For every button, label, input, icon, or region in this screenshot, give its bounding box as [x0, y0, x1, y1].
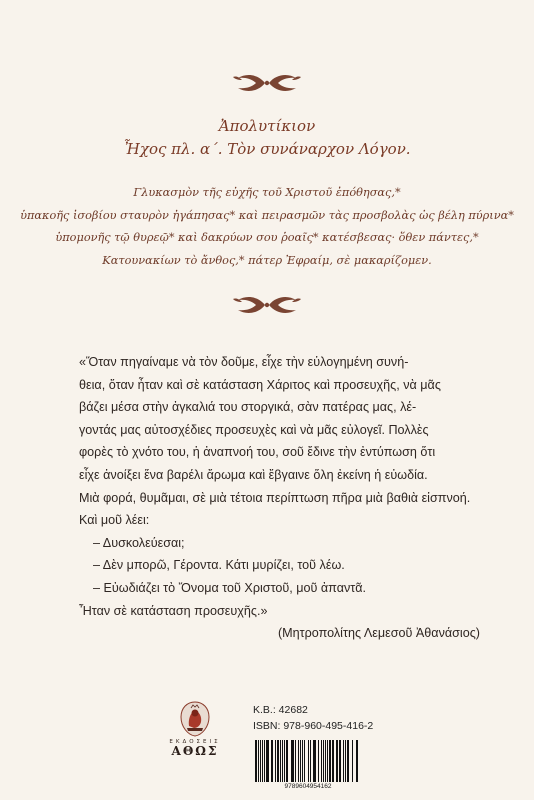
barcode-bar [329, 740, 331, 782]
barcode-bar [275, 740, 276, 782]
hymn-line: Γλυκασμὸν τῆς εὐχῆς τοῦ Χριστοῦ ἐπόθησας,* [133, 186, 401, 199]
hymn-line: Κατουνακίων τὸ ἄνθος,* πάτερ Ἐφραίμ, σὲ μακαρίζομεν. [102, 253, 432, 267]
middle-ornament [0, 292, 534, 318]
barcode-bar [318, 740, 319, 782]
quote-line: «Ὅταν πηγαίναμε νὰ τὸν δοῦμε, εἶχε τὴν εὐλογημένη συνή- [79, 355, 409, 369]
hymn-subtitle: Ἦχος πλ. α΄. Τὸν συνάναρχον Λόγον. [123, 140, 411, 158]
barcode-bar [336, 740, 338, 782]
barcode-bar [352, 740, 353, 782]
top-ornament [0, 70, 534, 96]
barcode-bar [302, 740, 303, 782]
barcode-bar [345, 740, 346, 782]
barcode-bar [347, 740, 349, 782]
hymn-title: Ἀπολυτίκιον [218, 117, 316, 135]
dialogue-line: – Δὲν μπορῶ, Γέροντα. Κάτι μυρίζει, τοῦ λέω. [93, 558, 345, 573]
barcode-bar [286, 740, 288, 782]
barcode-bar [295, 740, 296, 782]
quote-line: θεια, ὅταν ἦταν καὶ σὲ κατάσταση Χάριτος καὶ προσευχῆς, νὰ μᾶς [79, 377, 441, 392]
barcode-bar [280, 740, 281, 782]
barcode-bar [264, 740, 265, 782]
kb-code: Κ.Β.: 42682 [253, 704, 308, 716]
barcode-bar [282, 740, 283, 782]
barcode-bar [343, 740, 344, 782]
isbn-code: ISBN: 978-960-495-416-2 [253, 720, 374, 732]
barcode-bar [356, 740, 358, 782]
hymn-text [0, 182, 534, 272]
barcode-bar [313, 740, 316, 782]
dialogue-line: – Δυσκολεύεσαι; [93, 535, 185, 550]
barcode-icon [253, 740, 363, 782]
barcode-bar [271, 740, 273, 782]
barcode-bar [310, 740, 311, 782]
barcode-bar [258, 740, 259, 782]
quote-closing: Ἦταν σὲ κατάσταση προσευχῆς.» [79, 603, 268, 618]
publisher-label: ΕΚΔΟΣΕΙΣ [169, 739, 221, 745]
quote-line: εἶχε ἀνοίξει ἕνα βαρέλι ἄρωμα καὶ ἔβγαινε ὅλη ἐκείνη ἡ εὐωδία. [79, 467, 428, 482]
quote-line: φορὲς τὸ χνότο του, ἡ ἀναπνοή του, σοῦ ἔδινε τὴν ἐντύπωση ὅτι [79, 445, 436, 460]
floral-divider-icon [232, 292, 302, 318]
quote-attribution: (Μητροπολίτης Λεμεσοῦ Ἀθανάσιος) [277, 626, 480, 641]
quote-line: Μιὰ φορά, θυμᾶμαι, σὲ μιὰ τέτοια περίπτωση πῆρα μιὰ βαθιὰ εἰσπνοή. [79, 490, 471, 505]
barcode-bar [308, 740, 309, 782]
lion-emblem-icon [178, 700, 212, 738]
quote-block [79, 351, 480, 645]
barcode-bar [325, 740, 326, 782]
quote-line: γοντάς μας αὐτοσχέδιες προσευχὲς καὶ νὰ μᾶς εὐλογεῖ. Πολλὲς [79, 422, 429, 437]
barcode-number: 9789604954162 [284, 783, 332, 790]
barcode-bar [332, 740, 334, 782]
quote-line: βάζει μέσα στὴν ἀγκαλιά του στοργικά, σὰν πατέρας μας, λέ- [79, 400, 417, 415]
barcode-bar [304, 740, 305, 782]
barcode-bar [255, 740, 257, 782]
barcode-bar [327, 740, 328, 782]
barcode-bar [323, 740, 324, 782]
barcode-bar [277, 740, 279, 782]
barcode-bar [298, 740, 299, 782]
dialogue-line: – Εὐωδιάζει τὸ Ὄνομα τοῦ Χριστοῦ, μοῦ ἀπαντᾶ. [93, 580, 367, 595]
hymn-line: ὑπομονῆς τῷ θυρεῷ* καὶ δακρύων σου ῥοαῖς* κατέσβεσας· ὅθεν πάντες,* [55, 231, 479, 244]
quote-paragraph [79, 351, 480, 532]
barcode-bar [291, 740, 294, 782]
barcode-bar [262, 740, 263, 782]
book-codes [253, 702, 373, 734]
barcode-bar [260, 740, 261, 782]
barcode-bar [339, 740, 341, 782]
publisher-name: ΑΘΩΣ [171, 744, 219, 758]
barcode-bar [321, 740, 322, 782]
barcode-bar [300, 740, 301, 782]
barcode-bar [284, 740, 285, 782]
barcode-bar [266, 740, 269, 782]
quote-line: Καὶ μοῦ λέει: [79, 513, 150, 528]
barcode [253, 740, 363, 782]
hymn-line: ὑπακοῆς ἰσοβίου σταυρὸν ἠγάπησας* καὶ πειρασμῶν τὰς προσβολὰς ὡς βέλη πύρινα* [20, 208, 514, 222]
floral-divider-icon [232, 70, 302, 96]
publisher-logo [160, 700, 230, 758]
